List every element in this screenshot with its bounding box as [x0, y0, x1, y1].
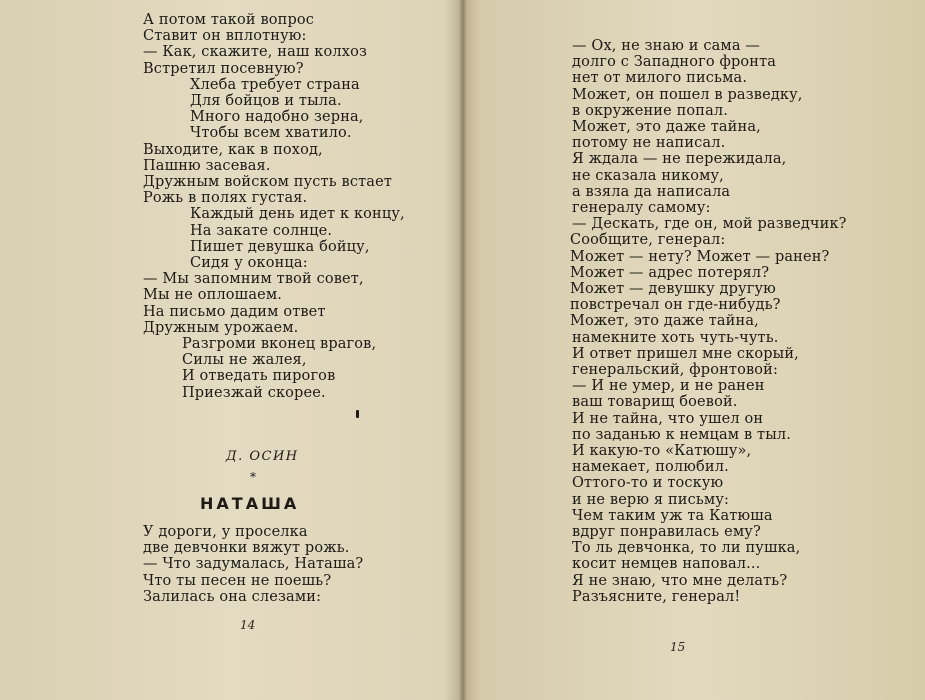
right-poem-line: и не верю я письму:: [572, 491, 730, 508]
left-poem-line: На закате солнце.: [190, 222, 333, 239]
left-poem-line: Пашню засевая.: [143, 157, 271, 174]
left-poem-line: Приезжай скорее.: [182, 384, 326, 401]
right-poem-line: не сказала никому,: [572, 167, 724, 184]
left-poem-line: Выходите, как в поход,: [143, 141, 323, 158]
right-poem-line: повстречал он где-нибудь?: [570, 297, 781, 314]
right-poem-line: намекает, полюбил.: [572, 459, 729, 476]
right-poem-line: Я ждала — не пережидала,: [572, 151, 787, 168]
right-poem-line: Оттого-то и тоскую: [572, 475, 724, 492]
right-page: [463, 0, 925, 700]
left-poem-line: Встретил посевную?: [143, 60, 304, 77]
left-poem-line: — Как, скажите, наш колхоз: [143, 44, 368, 61]
left-poem-line: Разгроми вконец врагов,: [182, 336, 377, 352]
right-poem-line: Сообщите, генерал:: [570, 232, 726, 249]
left-poem-line: Хлеба требует страна: [190, 76, 360, 93]
natasha-poem-line: Залилась она слезами:: [143, 588, 322, 605]
left-poem-line: Для бойцов и тыла.: [190, 93, 342, 109]
natasha-poem-line: — Что задумалась, Наташа?: [143, 556, 364, 573]
separator-star: *: [250, 470, 256, 484]
right-poem-line: генеральский, фронтовой:: [572, 362, 779, 378]
right-poem-line: Может, это даже тайна,: [570, 313, 759, 330]
left-poem-line: На письмо дадим ответ: [143, 303, 326, 320]
left-poem-line: Силы не жалея,: [182, 352, 307, 369]
right-poem-line: косит немцев наповал...: [572, 556, 761, 573]
natasha-poem-line: У дороги, у проселка: [143, 524, 308, 540]
right-poem-line: долго с Западного фронта: [572, 54, 777, 71]
right-poem-line: намекните хоть чуть-чуть.: [572, 329, 779, 346]
right-poem-line: Может — девушку другую: [570, 281, 776, 297]
right-poem-line: нет от милого письма.: [572, 70, 748, 87]
right-poem-line: ваш товарищ боевой.: [572, 394, 738, 411]
right-poem-line: Чем таким уж та Катюша: [572, 507, 773, 524]
left-page: [0, 0, 462, 700]
right-poem-line: вдруг понравилась ему?: [572, 524, 761, 540]
left-poem-line: Сидя у оконца:: [190, 255, 308, 271]
left-poem-line: Пишет девушка бойцу,: [190, 238, 370, 255]
right-poem-line: Разъясните, генерал!: [572, 588, 741, 605]
right-poem-line: потому не написал.: [572, 135, 726, 152]
right-poem-line: по заданью к немцам в тыл.: [572, 426, 792, 443]
left-poem-line: Ставит он вплотную:: [143, 28, 307, 45]
left-poem-line: Дружным войском пусть встает: [143, 174, 392, 190]
ink-mark: [356, 410, 359, 418]
right-poem-line: И ответ пришел мне скорый,: [572, 345, 799, 362]
left-poem-line: А потом такой вопрос: [143, 12, 315, 28]
right-poem-line: Может — адрес потерял?: [570, 264, 770, 281]
author-name: Д. ОСИН: [226, 449, 299, 464]
left-poem-line: Рожь в полях густая.: [143, 190, 308, 207]
natasha-poem-line: две девчонки вяжут рожь.: [143, 540, 350, 557]
right-poem-line: То ль девчонка, то ли пушка,: [572, 540, 801, 557]
left-poem-line: Дружным урожаем.: [143, 319, 299, 336]
right-poem-line: И какую-то «Катюшу»,: [572, 443, 752, 459]
left-poem-line: И отведать пирогов: [182, 368, 336, 385]
left-poem-line: Мы не оплошаем.: [143, 287, 283, 304]
right-poem-line: а взяла да написала: [572, 183, 731, 200]
right-poem-line: И не тайна, что ушел он: [572, 410, 764, 427]
right-poem-line: генералу самому:: [572, 200, 711, 216]
right-poem-line: Может, он пошел в разведку,: [572, 86, 803, 103]
right-poem-line: — И не умер, и не ранен: [572, 378, 765, 395]
right-poem-line: Может, это даже тайна,: [572, 119, 761, 135]
left-poem-line: Много надобно зерна,: [190, 109, 364, 126]
page-number-left: 14: [240, 618, 256, 632]
left-poem-line: Каждый день идет к концу,: [190, 206, 405, 223]
right-poem-line: — Дескать, где он, мой разведчик?: [572, 216, 847, 233]
natasha-poem-line: Что ты песен не поешь?: [143, 572, 332, 589]
right-poem-line: Может — нету? Может — ранен?: [570, 248, 830, 265]
page-number-right: 15: [670, 640, 686, 654]
left-poem-line: Чтобы всем хватило.: [190, 125, 352, 142]
right-poem-line: Я не знаю, что мне делать?: [572, 572, 788, 589]
right-poem-line: в окружение попал.: [572, 102, 729, 119]
right-poem-line: — Ох, не знаю и сама —: [572, 38, 761, 54]
left-poem-line: — Мы запомним твой совет,: [143, 271, 364, 288]
poem-title: НАТАША: [200, 494, 300, 513]
